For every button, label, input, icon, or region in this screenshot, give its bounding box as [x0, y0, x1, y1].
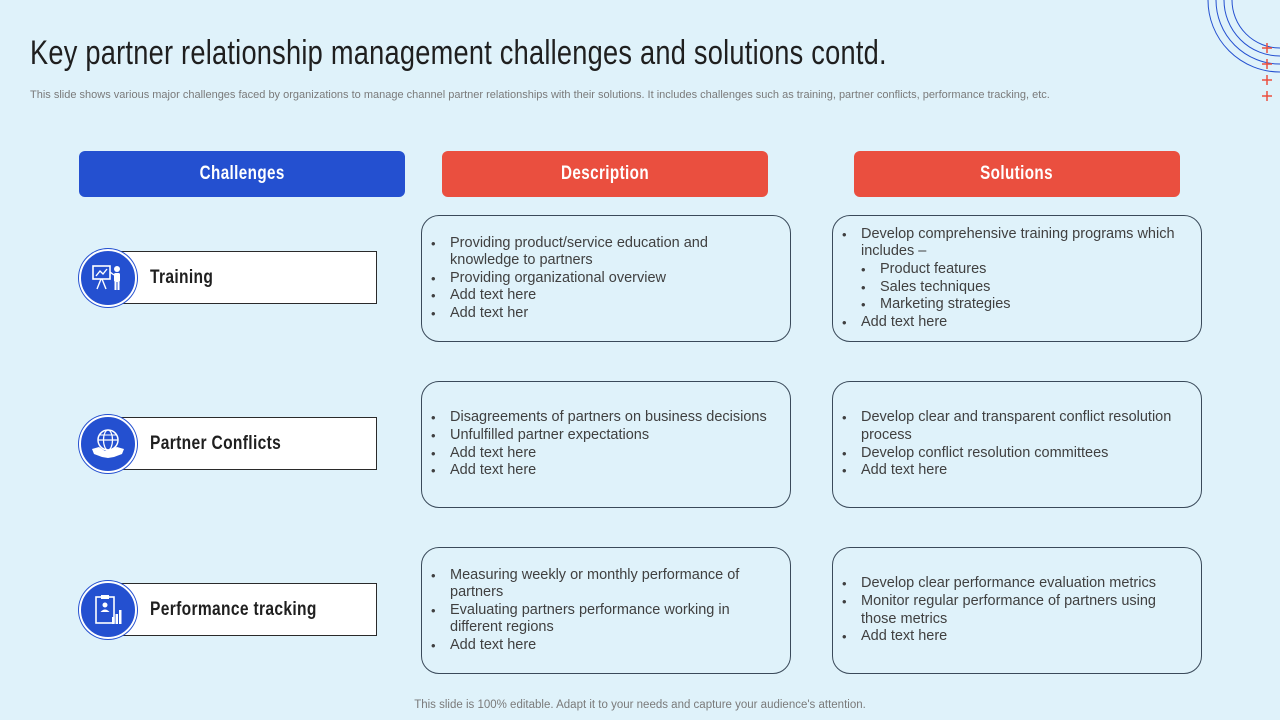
- page-subtitle: This slide shows various major challenges faced by organizations to manage channel partner relationships with their solutions. It includes challenges such as training, partner conflicts, performance tracking, etc.: [30, 89, 1050, 101]
- challenge-label-box: [109, 417, 377, 470]
- list-item: • Add text here: [450, 637, 776, 655]
- footer-note: This slide is 100% editable. Adapt it to your needs and capture your audience's attention.: [414, 699, 866, 711]
- challenges-header: [79, 151, 405, 197]
- list-item: • Add text her: [450, 305, 776, 323]
- list-item: • Sales techniques: [861, 279, 1187, 297]
- description-header: [442, 151, 768, 197]
- solutions-header: [854, 151, 1180, 197]
- challenge-label-box: [109, 583, 377, 636]
- list-item: • Add text here: [450, 445, 776, 463]
- list-item: • Disagreements of partners on business decisions: [450, 409, 776, 427]
- list-item: • Providing organizational overview: [450, 270, 776, 288]
- list-item: • Add text here: [861, 462, 1187, 480]
- description-box-training: [421, 215, 791, 342]
- list-item: • Add text here: [861, 628, 1187, 646]
- list-item: • Unfulfilled partner expectations: [450, 427, 776, 445]
- list-item: • Add text here: [450, 462, 776, 480]
- list-item: • Add text here: [450, 287, 776, 305]
- description-box-partner-conflicts: [421, 381, 791, 508]
- description-box-performance-tracking: [421, 547, 791, 674]
- list-item: • Measuring weekly or monthly performance of partners: [450, 567, 776, 602]
- solutions-box-performance-tracking: [832, 547, 1202, 674]
- list-item: • Evaluating partners performance working in different regions: [450, 602, 776, 637]
- list-item: • Monitor regular performance of partners using those metrics: [861, 593, 1187, 628]
- challenge-label: Partner Conflicts: [150, 432, 282, 454]
- challenge-label: Training: [150, 266, 214, 288]
- list-item: • Develop conflict resolution committees: [861, 445, 1187, 463]
- performance-report-icon: [79, 581, 137, 639]
- solutions-box-training: [832, 215, 1202, 342]
- list-item: • Providing product/service education and knowledge to partners: [450, 235, 776, 270]
- challenge-label-box: [109, 251, 377, 304]
- list-item: • Develop comprehensive training programs which includes –: [861, 226, 1187, 261]
- list-item: • Product features: [861, 261, 1187, 279]
- challenge-training: [79, 249, 379, 309]
- solutions-header-label: Solutions: [980, 163, 1054, 184]
- list-item: • Develop clear and transparent conflict resolution process: [861, 409, 1187, 444]
- list-item: • Develop clear performance evaluation metrics: [861, 575, 1187, 593]
- list-item: • Marketing strategies: [861, 296, 1187, 314]
- training-presentation-icon: [79, 249, 137, 307]
- handshake-globe-icon: [79, 415, 137, 473]
- solutions-box-partner-conflicts: [832, 381, 1202, 508]
- challenge-label: Performance tracking: [150, 598, 317, 620]
- challenges-header-label: Challenges: [199, 163, 285, 184]
- challenge-partner-conflicts: [79, 415, 379, 475]
- page-title: Key partner relationship management challenges and solutions contd.: [30, 34, 887, 72]
- description-header-label: Description: [560, 163, 650, 184]
- list-item: • Add text here: [861, 314, 1187, 332]
- challenge-performance-tracking: [79, 581, 379, 641]
